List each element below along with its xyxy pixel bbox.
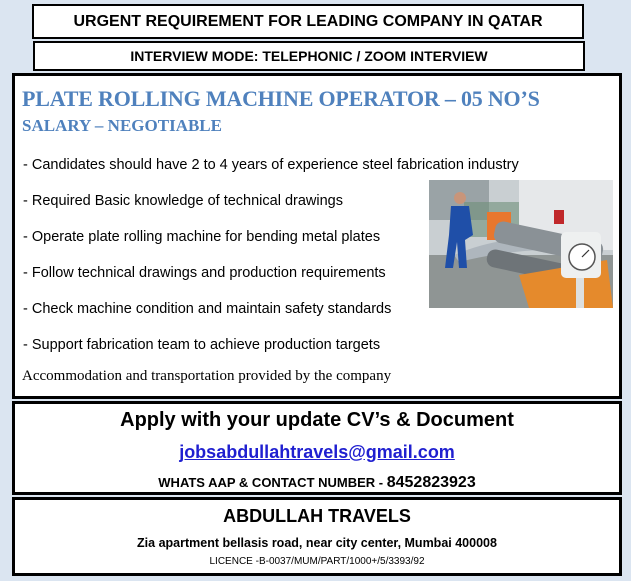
- apply-heading: Apply with your update CV’s & Document: [120, 409, 514, 431]
- company-address: Zia apartment bellasis road, near city center, Mumbai 400008: [137, 536, 497, 550]
- requirement-item: - Operate plate rolling machine for bending metal plates: [23, 229, 381, 245]
- requirement-item: - Support fabrication team to achieve production targets: [23, 337, 381, 353]
- company-licence: LICENCE -B-0037/MUM/PART/1000+/5/3393/92: [209, 556, 425, 567]
- contact-number: 8452823923: [386, 474, 476, 491]
- benefits-line: Accommodation and transportation provided by the company: [22, 368, 392, 384]
- contact-line: [15, 474, 619, 492]
- interview-mode-text: INTERVIEW MODE: TELEPHONIC / ZOOM INTERVIEW: [130, 48, 488, 64]
- job-title: PLATE ROLLING MACHINE OPERATOR – 05 NO’S: [22, 86, 540, 111]
- salary-line: SALARY – NEGOTIABLE: [22, 116, 222, 135]
- requirement-item: - Required Basic knowledge of technical drawings: [23, 193, 343, 209]
- photo-illustration: [429, 180, 613, 308]
- job-details-panel: [12, 73, 622, 399]
- requirement-item: - Candidates should have 2 to 4 years of experience steel fabrication industry: [23, 157, 519, 173]
- machine-operator-photo: [429, 180, 613, 308]
- urgent-text: URGENT REQUIREMENT FOR LEADING COMPANY IN QATAR: [73, 13, 543, 30]
- apply-panel: [12, 401, 622, 495]
- contact-label: WHATS AAP & CONTACT NUMBER -: [158, 475, 387, 490]
- requirement-item: - Follow technical drawings and production requirements: [23, 265, 386, 281]
- interview-mode-banner: [33, 41, 585, 71]
- requirement-item: - Check machine condition and maintain safety standards: [23, 301, 392, 317]
- email-link[interactable]: jobsabdullahtravels@gmail.com: [179, 442, 455, 462]
- company-panel: [12, 497, 622, 576]
- urgent-banner: [32, 4, 584, 39]
- company-name: ABDULLAH TRAVELS: [223, 506, 411, 526]
